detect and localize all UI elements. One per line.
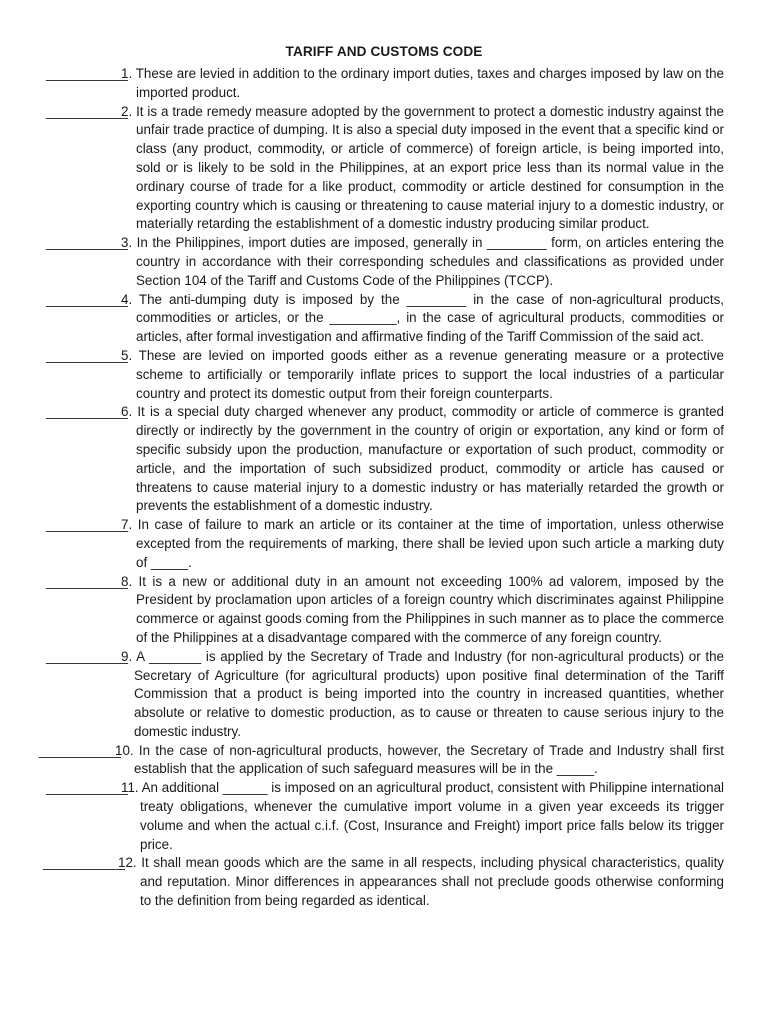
answer-blank: ___________ [43,855,125,871]
answer-blank: ___________ [46,66,128,81]
question-text: 7. In case of failure to mark an article or its container at the time of importation, unless otherwise excepted from the requirements of marking, there shall be levied upon such article a marking duty of _____. [121,517,724,570]
question-text: 3. In the Philippines, import duties are imposed, generally in ________ form, on articles entering the country in accordance with their corresponding schedules and classifications as provided under Section 104 of the Tariff and Customs Code of the Philippines (TCCP). [121,235,724,288]
question-item-6 [0,403,768,516]
answer-blank: ___________ [46,573,128,589]
question-text: 8. It is a new or additional duty in an amount not exceeding 100% ad valorem, imposed by the President by proclamation upon articles of a foreign country which discriminates against Philippine commerce or against goods coming from the Philippines in such manner as to place the commerce of the Philippines at a disadvantage compared with the commerce of any foreign country. [121,573,724,645]
question-item-12 [0,854,768,910]
answer-blank: ___________ [39,742,121,758]
question-text: 1. These are levied in addition to the ordinary import duties, taxes and charges imposed by law on the imported product. [121,66,724,100]
answer-blank: ___________ [46,517,128,533]
document-title: TARIFF AND CUSTOMS CODE [285,44,483,59]
question-text: 10. In the case of non-agricultural products, however, the Secretary of Trade and Industry shall first establish that the application of such safeguard measures will be in the _____. [115,742,724,777]
question-text: 4. The anti-dumping duty is imposed by the ________ in the case of non-agricultural products, commodities or articles, or the _________, in the case of agricultural products, commodities or articles, after formal investigation and affirmative finding of the Tariff Commission of the said act. [121,291,724,345]
question-item-8 [0,573,768,648]
question-item-1 [0,65,768,103]
answer-blank: ___________ [46,648,128,664]
answer-blank: ___________ [46,780,128,796]
answer-blank: ___________ [46,103,128,119]
question-item-9 [0,648,768,742]
question-text: 5. These are levied on imported goods either as a revenue generating measure or a protective scheme to artificially or temporarily inflate prices to support the local industries of a particular country and protect its domestic output from their foreign counterparts. [121,347,724,401]
question-text: 11. An additional ______ is imposed on an agricultural product, consistent with Philippine international treaty obligations, whenever the cumulative import volume in a given year exceeds its trigger volume and when the actual c.i.f. (Cost, Insurance and Freight) import price falls below its trigger price. [121,780,724,852]
question-text: 2. It is a trade remedy measure adopted by the government to protect a domestic industry against the unfair trade practice of dumping. It is also a special duty imposed in the event that a specific kind or class (any product, commodity, or article of commerce) of foreign article, is being imported into, sold or is likely to be sold in the Philippines, at an export price less than its normal value in the ordinary course of trade for a like product, commodity or article destined for consumption in the exporting country which is causing or threatening to cause material injury to a domestic industry, or materially retarding the establishment of a domestic industry producing similar product. [121,103,724,232]
question-item-11 [0,779,768,854]
question-item-2 [0,103,768,235]
question-item-7 [0,516,768,572]
answer-blank: ___________ [46,404,128,420]
question-text: 6. It is a special duty charged whenever any product, commodity or article of commerce is granted directly or indirectly by the government in the country of origin or exportation, any kind or form of specific subsidy upon the production, manufacture or exportation of such product, commodity or article, and the importation of such subsidized product, commodity or article has caused or threatens to cause material injury to a domestic industry or has materially retarded the growth or prevents the establishment of a domestic industry. [121,404,724,514]
question-item-4 [0,291,768,347]
answer-blank: ___________ [46,347,128,363]
question-list [0,64,768,911]
answer-blank: ___________ [46,291,128,307]
question-item-3 [0,234,768,290]
question-text: 9. A _______ is applied by the Secretary of Trade and Industry (for non-agricultural products) or the Secretary of Agriculture (for agricultural products) upon positive final determination of the Tariff Commission that a product is being imported into the country in increased quantities, whether absolute or relative to domestic production, as to cause or threaten to cause serious injury to the domestic industry. [121,648,724,739]
answer-blank: ___________ [46,235,128,251]
question-item-5 [0,347,768,403]
question-item-10 [0,742,768,780]
question-text: 12. It shall mean goods which are the same in all respects, including physical characteristics, quality and reputation. Minor differences in appearances shall not preclude goods otherwise conforming to the definition from being regarded as identical. [118,855,724,909]
